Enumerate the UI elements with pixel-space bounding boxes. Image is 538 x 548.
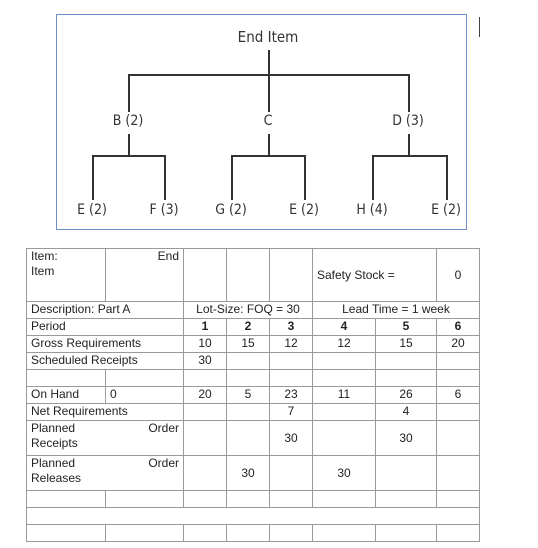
on-hand-cell: 23 bbox=[270, 387, 313, 404]
gross-cell: 15 bbox=[376, 336, 437, 353]
period-row bbox=[27, 319, 480, 336]
scheduled-cell bbox=[270, 353, 313, 370]
item-row bbox=[27, 249, 480, 302]
tree-node-e-1: E (2) bbox=[77, 202, 107, 218]
on-hand-row bbox=[27, 387, 480, 404]
empty-cell bbox=[437, 525, 480, 542]
empty-cell bbox=[313, 491, 376, 508]
empty-cell bbox=[270, 491, 313, 508]
planned-releases-label-releases: Releases bbox=[31, 471, 82, 485]
on-hand-cell: 11 bbox=[313, 387, 376, 404]
planned-receipt-cell bbox=[227, 421, 270, 456]
tree-node-f: F (3) bbox=[149, 202, 179, 218]
net-cell bbox=[184, 404, 227, 421]
item-value: End bbox=[157, 249, 179, 263]
item-label-cell bbox=[27, 249, 106, 302]
period-1: 1 bbox=[184, 319, 227, 336]
planned-receipt-cell bbox=[313, 421, 376, 456]
empty-cell bbox=[227, 370, 270, 387]
scheduled-cell: 30 bbox=[184, 353, 227, 370]
item-label-continued: Item bbox=[31, 264, 55, 278]
empty-cell bbox=[184, 525, 227, 542]
tree-connector bbox=[92, 155, 94, 200]
tree-node-g: G (2) bbox=[215, 202, 247, 218]
empty-cell bbox=[184, 249, 227, 302]
planned-receipts-label-cell bbox=[27, 421, 184, 456]
period-6: 6 bbox=[437, 319, 480, 336]
empty-cell bbox=[227, 491, 270, 508]
tree-connector bbox=[231, 155, 305, 157]
safety-stock-label: Safety Stock = bbox=[317, 267, 395, 282]
planned-release-cell: 30 bbox=[313, 456, 376, 491]
scheduled-receipts-row bbox=[27, 353, 480, 370]
empty-cell bbox=[437, 491, 480, 508]
tree-connector bbox=[268, 50, 270, 74]
net-requirements-label: Net Requirements bbox=[27, 404, 184, 421]
on-hand-cell: 6 bbox=[437, 387, 480, 404]
planned-release-cell bbox=[376, 456, 437, 491]
scheduled-cell bbox=[376, 353, 437, 370]
mrp-record-table bbox=[26, 248, 480, 542]
tree-node-b: B (2) bbox=[112, 113, 144, 129]
empty-cell bbox=[376, 491, 437, 508]
tree-connector bbox=[268, 74, 270, 112]
planned-release-cell: 30 bbox=[227, 456, 270, 491]
tree-connector bbox=[408, 134, 410, 155]
tree-root-end-item: End Item bbox=[237, 28, 299, 46]
lead-time: Lead Time = 1 week bbox=[313, 302, 480, 319]
tree-node-d: D (3) bbox=[392, 113, 424, 129]
item-label: Item: bbox=[31, 249, 58, 263]
planned-releases-label-cell bbox=[27, 456, 184, 491]
item-value-cell bbox=[106, 249, 184, 302]
empty-cell bbox=[184, 370, 227, 387]
tree-connector bbox=[268, 134, 270, 155]
planned-receipts-label: Planned bbox=[31, 421, 76, 435]
spacer-row bbox=[27, 370, 480, 387]
period-3: 3 bbox=[270, 319, 313, 336]
blank-row bbox=[27, 508, 480, 525]
text-cursor bbox=[479, 17, 480, 37]
planned-release-cell bbox=[184, 456, 227, 491]
net-cell bbox=[313, 404, 376, 421]
net-requirements-row bbox=[27, 404, 480, 421]
empty-cell bbox=[376, 370, 437, 387]
tree-connector bbox=[304, 155, 306, 200]
period-2: 2 bbox=[227, 319, 270, 336]
empty-cell bbox=[313, 525, 376, 542]
tree-node-c: C bbox=[263, 113, 273, 129]
tree-connector bbox=[372, 155, 447, 157]
empty-cell bbox=[106, 370, 184, 387]
tree-connector bbox=[446, 155, 448, 200]
tree-connector bbox=[372, 155, 374, 200]
empty-cell bbox=[437, 370, 480, 387]
planned-release-cell bbox=[270, 456, 313, 491]
blank-row bbox=[27, 525, 480, 542]
empty-cell bbox=[27, 491, 106, 508]
planned-receipt-cell bbox=[184, 421, 227, 456]
gross-cell: 10 bbox=[184, 336, 227, 353]
tree-connector bbox=[231, 155, 233, 200]
on-hand-label: On Hand bbox=[27, 387, 106, 404]
period-4: 4 bbox=[313, 319, 376, 336]
planned-receipts-label-receipts: Receipts bbox=[31, 436, 78, 450]
tree-connector bbox=[92, 155, 165, 157]
planned-receipt-cell bbox=[437, 421, 480, 456]
scheduled-cell bbox=[437, 353, 480, 370]
tree-node-h: H (4) bbox=[356, 202, 388, 218]
planned-receipt-cell: 30 bbox=[376, 421, 437, 456]
planned-releases-label-order: Order bbox=[148, 456, 179, 470]
planned-releases-row bbox=[27, 456, 480, 491]
period-5: 5 bbox=[376, 319, 437, 336]
gross-requirements-label: Gross Requirements bbox=[27, 336, 184, 353]
period-label: Period bbox=[27, 319, 184, 336]
planned-release-cell bbox=[437, 456, 480, 491]
empty-cell bbox=[106, 525, 184, 542]
empty-cell bbox=[227, 249, 270, 302]
empty-cell bbox=[313, 370, 376, 387]
gross-cell: 12 bbox=[270, 336, 313, 353]
description-row bbox=[27, 302, 480, 319]
scheduled-cell bbox=[313, 353, 376, 370]
planned-releases-label: Planned bbox=[31, 456, 76, 470]
empty-cell bbox=[27, 370, 106, 387]
planned-receipt-cell: 30 bbox=[270, 421, 313, 456]
planned-receipts-row bbox=[27, 421, 480, 456]
description: Description: Part A bbox=[27, 302, 184, 319]
scheduled-cell bbox=[227, 353, 270, 370]
empty-cell bbox=[270, 525, 313, 542]
tree-connector bbox=[164, 155, 166, 200]
gross-cell: 15 bbox=[227, 336, 270, 353]
blank-row bbox=[27, 491, 480, 508]
safety-stock-label-cell bbox=[313, 249, 437, 302]
gross-cell: 20 bbox=[437, 336, 480, 353]
scheduled-receipts-label: Scheduled Receipts bbox=[27, 353, 184, 370]
gross-requirements-row bbox=[27, 336, 480, 353]
on-hand-cell: 20 bbox=[184, 387, 227, 404]
empty-cell bbox=[270, 370, 313, 387]
empty-cell bbox=[27, 508, 480, 525]
tree-node-e-2: E (2) bbox=[289, 202, 319, 218]
net-cell bbox=[227, 404, 270, 421]
planned-receipts-label-order: Order bbox=[148, 421, 179, 435]
empty-cell bbox=[376, 525, 437, 542]
on-hand-initial: 0 bbox=[106, 387, 184, 404]
empty-cell bbox=[106, 491, 184, 508]
empty-cell bbox=[27, 525, 106, 542]
tree-connector bbox=[128, 74, 130, 112]
tree-connector bbox=[408, 74, 410, 112]
gross-cell: 12 bbox=[313, 336, 376, 353]
empty-cell bbox=[270, 249, 313, 302]
empty-cell bbox=[184, 491, 227, 508]
on-hand-cell: 26 bbox=[376, 387, 437, 404]
net-cell bbox=[437, 404, 480, 421]
tree-connector bbox=[128, 134, 130, 155]
net-cell: 7 bbox=[270, 404, 313, 421]
empty-cell bbox=[227, 525, 270, 542]
tree-node-e-3: E (2) bbox=[431, 202, 461, 218]
net-cell: 4 bbox=[376, 404, 437, 421]
safety-stock-value: 0 bbox=[437, 249, 480, 302]
lot-size: Lot-Size: FOQ = 30 bbox=[184, 302, 313, 319]
on-hand-cell: 5 bbox=[227, 387, 270, 404]
